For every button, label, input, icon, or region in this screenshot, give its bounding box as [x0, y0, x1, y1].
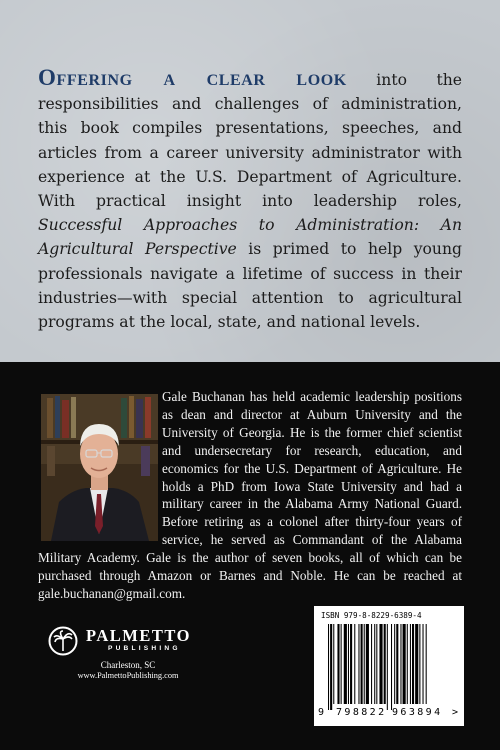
photo-spacer	[38, 388, 162, 543]
author-bio	[38, 388, 462, 603]
description-lead-in: Offering a clear look	[38, 65, 347, 90]
isbn-barcode	[314, 606, 464, 726]
barcode-number-lead: 9	[318, 707, 325, 718]
book-description	[38, 66, 462, 334]
description-text-part-2: is primed to help young professionals navigate a lifetime of success in their industries—with special attention to agricultural programs at the local, state, and national levels.	[38, 240, 462, 332]
publisher-logo	[48, 626, 208, 716]
barcode-number-left: 798822	[336, 707, 387, 718]
isbn-label: ISBN 979-8-8229-6389-4	[321, 611, 422, 620]
barcode-number-right: 963894	[392, 707, 443, 718]
back-cover-bottom-panel	[0, 362, 500, 750]
publisher-subtitle: PUBLISHING	[108, 645, 181, 652]
back-cover-top-panel	[0, 0, 500, 362]
author-bio-text: Gale Buchanan has held academic leadership positions as dean and director at Auburn University and the University of Georgia. He is the former chief scientist and undersecretary for research, education, and economics for the U.S. Department of Agriculture. He holds a PhD from Iowa State University and had a military career in the Alabama Army National Guard. Before retiring as a colonel after thirty-four years of service, he served as Commandant of the Alabama Military Academy. Gale is the author of seven books, all of which can be purchased through Amazon or Barnes and Noble. He can be reached at gale.buchanan@gmail.com.	[38, 389, 462, 601]
publisher-logo-row	[48, 626, 208, 660]
book-title: Successful Approaches to Administration: An Agricultural Perspective	[38, 216, 462, 259]
barcode-number-end: >	[452, 707, 459, 718]
palmetto-tree-icon	[48, 626, 78, 656]
publisher-name: PALMETTO	[86, 626, 191, 645]
publisher-url: www.PalmettoPublishing.com	[77, 671, 179, 680]
barcode-number	[316, 707, 462, 723]
barcode-bars	[318, 624, 460, 710]
publisher-city: Charleston, SC	[100, 660, 156, 670]
description-text-part-1: into the responsibilities and challenges of administration, this book compiles presentations, speeches, and articles from a career university administrator with experience at the U.S. Department of Agriculture. With practical insight into leadership roles,	[38, 71, 462, 211]
